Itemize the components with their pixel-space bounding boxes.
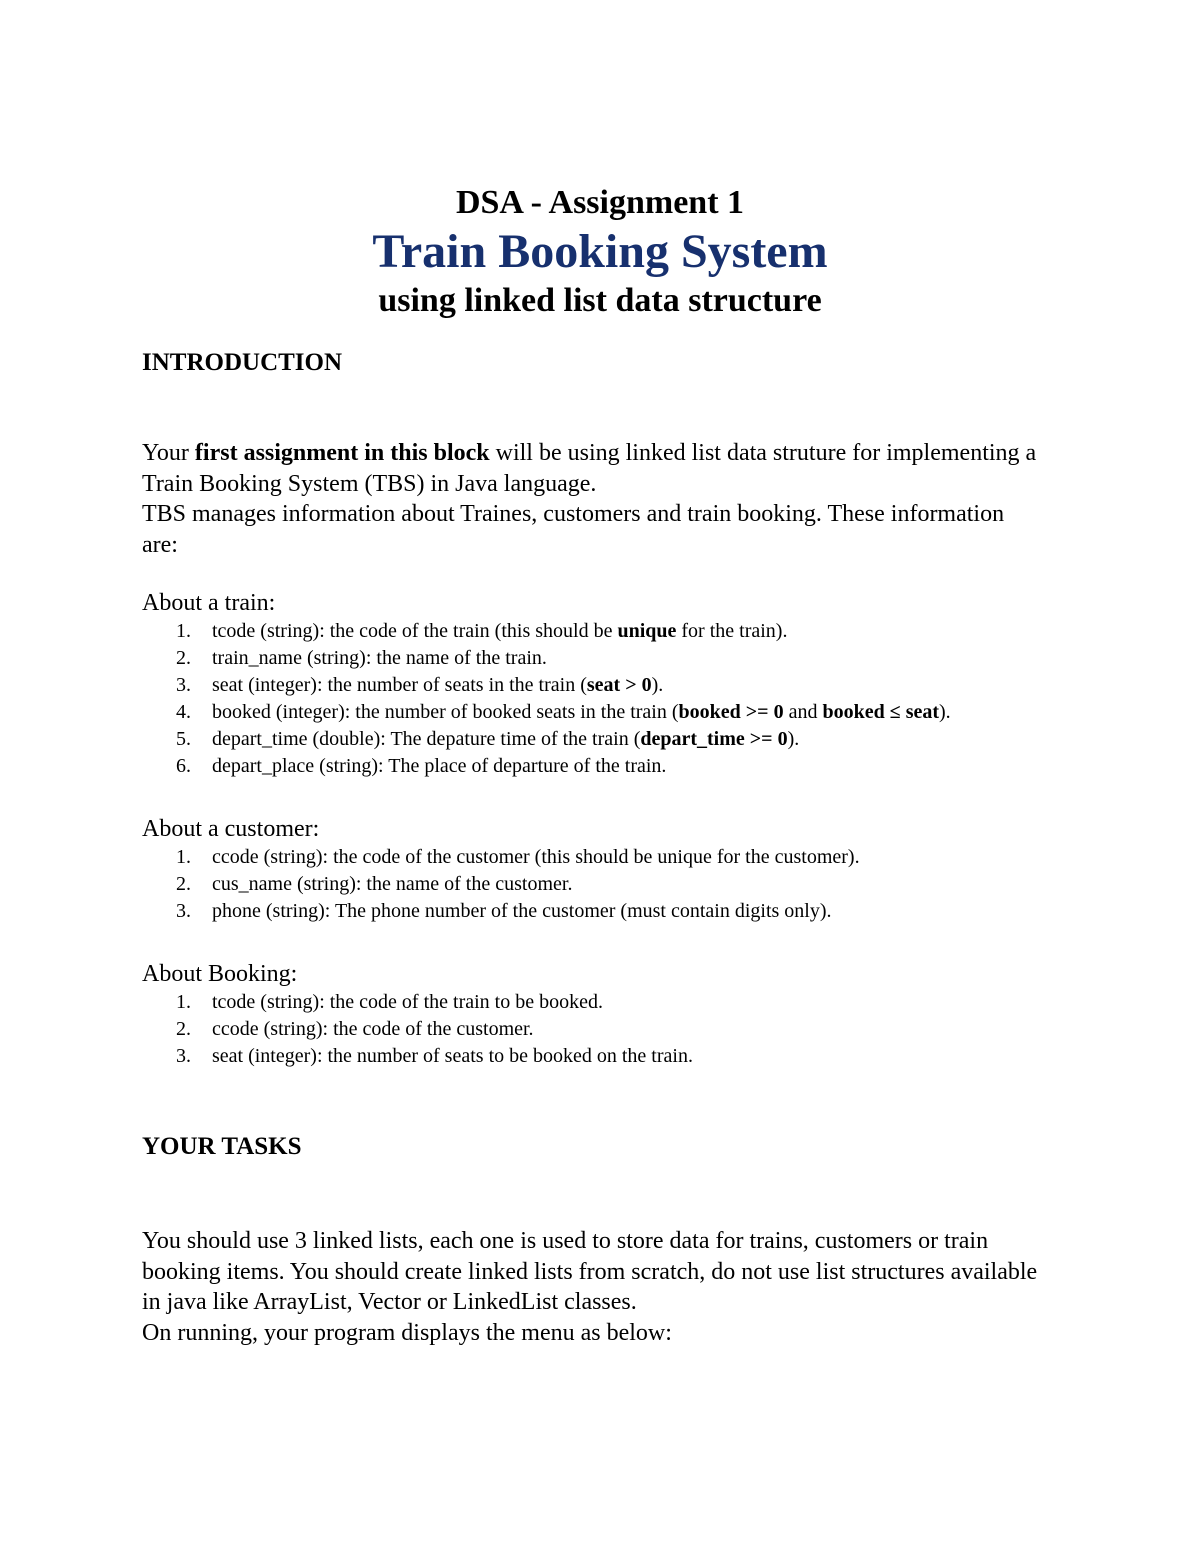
introduction-heading: INTRODUCTION <box>142 349 343 376</box>
subtitle: using linked list data structure <box>378 282 822 319</box>
intro-paragraph-1 <box>142 438 1042 499</box>
document-body <box>142 346 1042 1348</box>
intro-text-bold: first assignment in this block <box>194 440 490 466</box>
tasks-paragraph-2: On running, your program displays the menu as below: <box>142 1319 672 1346</box>
list-item: 2. train_name (string): the name of the train. <box>176 647 547 669</box>
list-item: 2. ccode (string): the code of the customer. <box>176 1018 534 1040</box>
booking-heading: About Booking: <box>142 961 298 987</box>
list-item: 1. ccode (string): the code of the customer (this should be unique for the customer). <box>176 846 860 868</box>
list-item: 6. depart_place (string): The place of departure of the train. <box>176 755 667 777</box>
train-list <box>142 618 1042 780</box>
list-item: 4. booked (integer): the number of booked seats in the train (booked >= 0 and booked ≤ seat). <box>176 701 951 723</box>
list-item: 3. seat (integer): the number of seats in the train (seat > 0). <box>176 674 664 696</box>
list-item: 3. phone (string): The phone number of the customer (must contain digits only). <box>176 900 832 922</box>
tasks-paragraph-1: You should use 3 linked lists, each one is used to store data for trains, customers or train booking items. You should create linked lists from scratch, do not use list structures available in java like ArrayList, Vector or LinkedList classes. <box>142 1228 1038 1315</box>
customer-list <box>142 844 1042 925</box>
train-heading: About a train: <box>142 590 276 616</box>
assignment-title: DSA - Assignment 1 <box>455 184 745 221</box>
list-item: 2. cus_name (string): the name of the customer. <box>176 873 573 895</box>
list-item: 1. tcode (string): the code of the train to be booked. <box>176 991 603 1013</box>
tasks-heading: YOUR TASKS <box>142 1133 302 1160</box>
customer-heading: About a customer: <box>142 816 320 842</box>
document-header <box>0 180 1200 324</box>
intro-paragraph-2: TBS manages information about Traines, customers and train booking. These information are: <box>142 501 1005 558</box>
list-item: 3. seat (integer): the number of seats to be booked on the train. <box>176 1045 693 1067</box>
main-title: Train Booking System <box>372 225 828 278</box>
list-item: 1. tcode (string): the code of the train (this should be unique for the train). <box>176 620 788 642</box>
list-item: 5. depart_time (double): The depature time of the train (depart_time >= 0). <box>176 728 800 750</box>
booking-list <box>142 989 1042 1070</box>
intro-text-c: will be using linked list data struture for implementing a Train Booking System (TBS) in Java language. <box>142 440 1037 497</box>
intro-text-a: Your <box>142 440 195 466</box>
